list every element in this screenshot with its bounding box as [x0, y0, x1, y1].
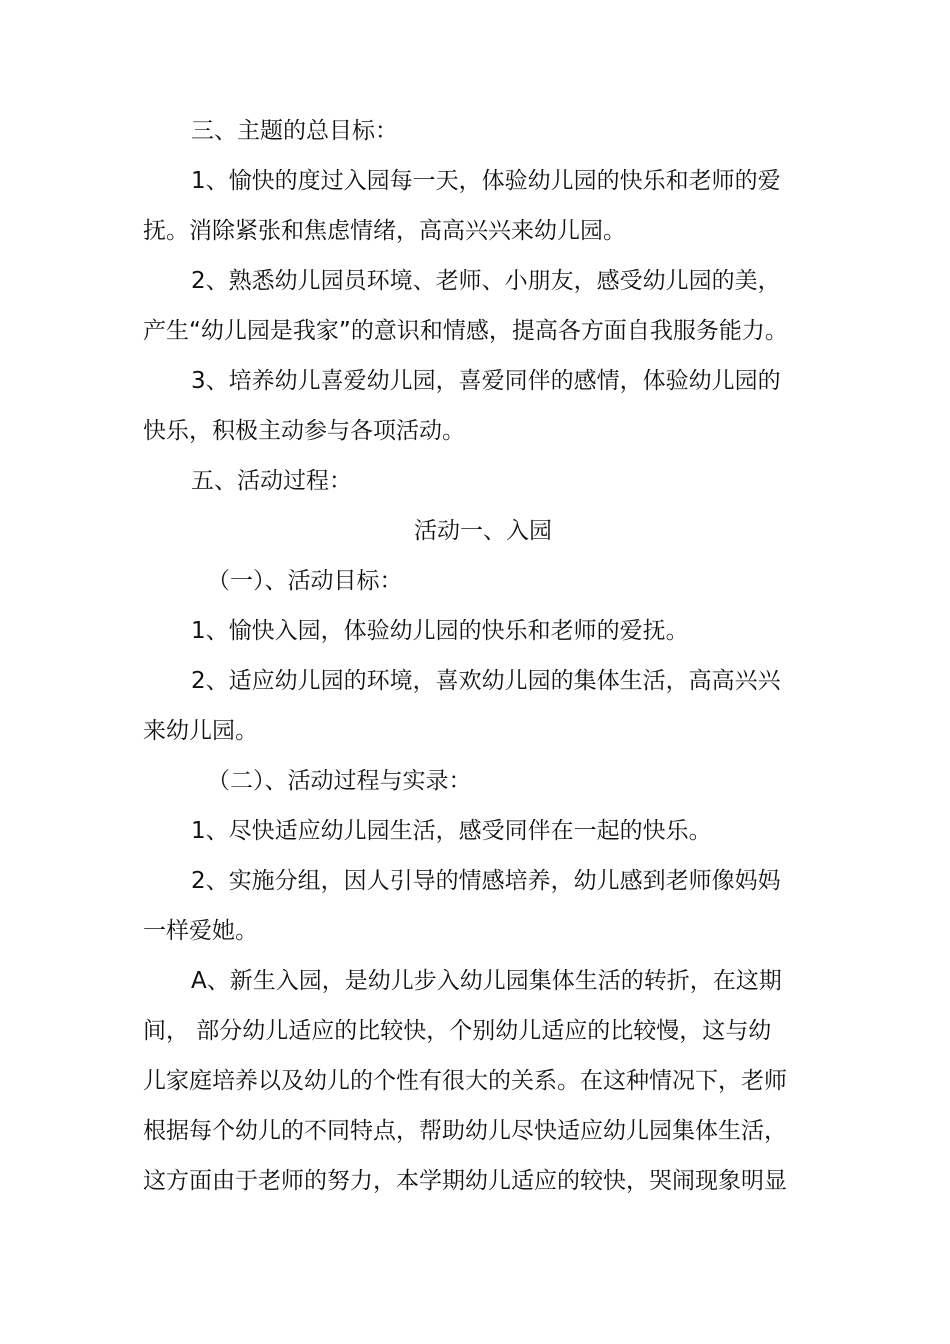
subsection-heading-process: （二）、活动过程与实录：	[207, 768, 472, 794]
paragraph-line: 来幼儿园。	[143, 718, 258, 744]
paragraph-line: 快乐，积极主动参与各项活动。	[143, 418, 465, 444]
section-heading-process: 五、活动过程：	[191, 468, 352, 494]
section-heading-goals: 三、主题的总目标：	[191, 118, 398, 144]
paragraph-line: 2、实施分组，因人引导的情感培养，幼儿感到老师像妈妈	[191, 868, 781, 894]
paragraph-line: 儿家庭培养以及幼儿的个性有很大的关系。在这种情况下，老师	[143, 1068, 787, 1094]
paragraph-line: 一样爱她。	[143, 918, 258, 944]
paragraph-line: 1、愉快的度过入园每一天，体验幼儿园的快乐和老师的爱	[191, 168, 781, 194]
paragraph-line: 这方面由于老师的努力，本学期幼儿适应的较快，哭闹现象明显	[143, 1168, 787, 1194]
paragraph-line: 3、培养幼儿喜爱幼儿园，喜爱同伴的感情，体验幼儿园的	[191, 368, 781, 394]
paragraph-line: 2、适应幼儿园的环境，喜欢幼儿园的集体生活，高高兴兴	[191, 668, 781, 694]
paragraph-line: 抚。消除紧张和焦虑情绪，高高兴兴来幼儿园。	[143, 218, 626, 244]
paragraph-line: 产生“幼儿园是我家”的意识和情感，提高各方面自我服务能力。	[143, 318, 788, 344]
activity-title: 活动一、入园	[414, 518, 552, 544]
paragraph-line: A、新生入园，是幼儿步入幼儿园集体生活的转折，在这期	[191, 968, 782, 994]
paragraph-line: 2、熟悉幼儿园员环境、老师、小朋友，感受幼儿园的美，	[191, 268, 781, 294]
paragraph-line: 1、愉快入园，体验幼儿园的快乐和老师的爱抚。	[191, 618, 689, 644]
paragraph-line: 1、尽快适应幼儿园生活，感受同伴在一起的快乐。	[191, 818, 712, 844]
paragraph-line: 间， 部分幼儿适应的比较快，个别幼儿适应的比较慢，这与幼	[143, 1018, 772, 1044]
paragraph-line: 根据每个幼儿的不同特点，帮助幼儿尽快适应幼儿园集体生活，	[143, 1118, 787, 1144]
subsection-heading-goals: （一）、活动目标：	[207, 568, 403, 594]
